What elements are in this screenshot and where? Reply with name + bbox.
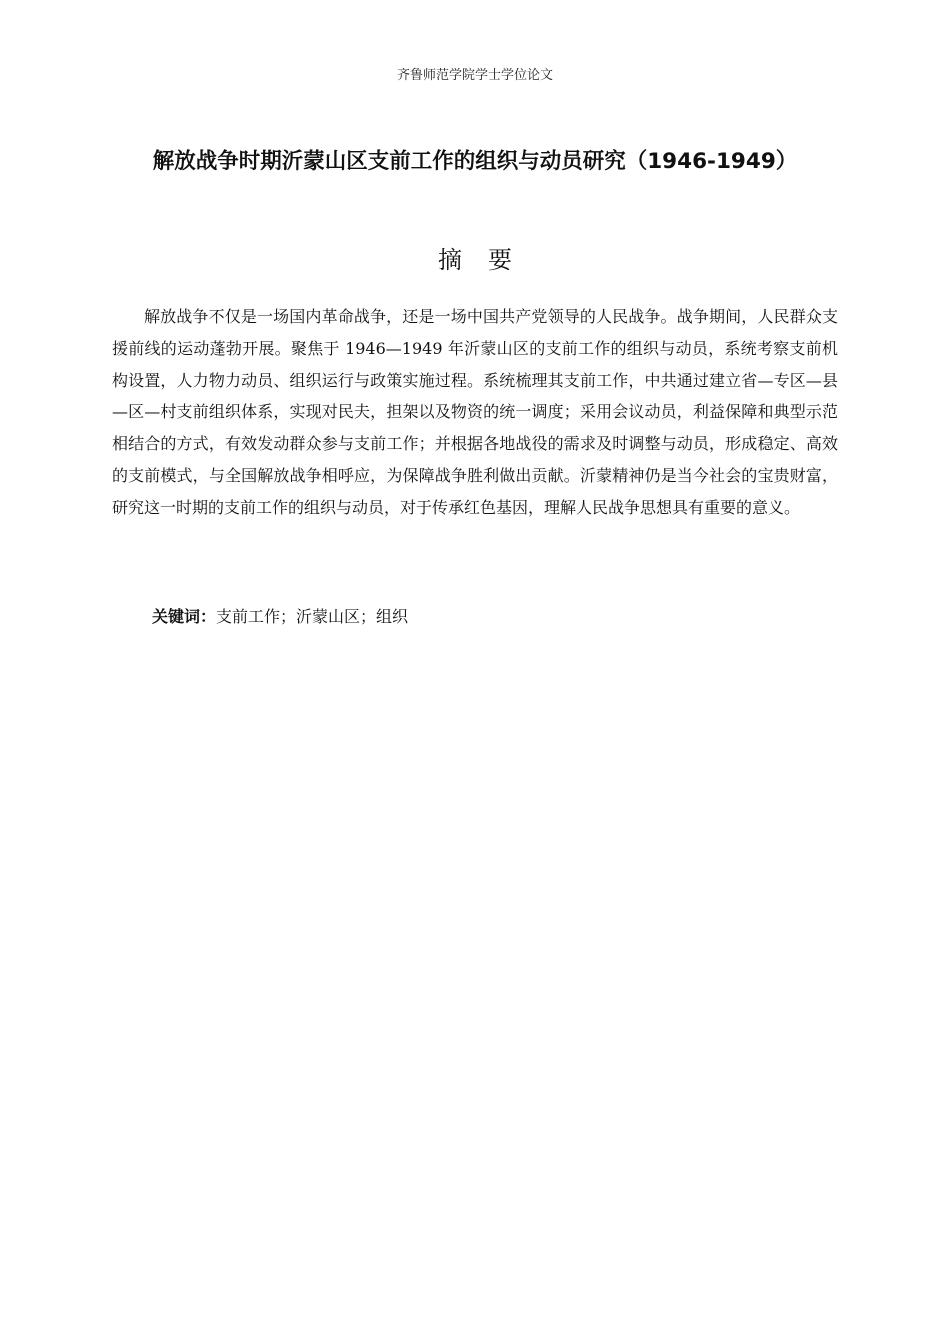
abstract-heading: 摘要 (438, 246, 538, 274)
thesis-title: 解放战争时期沂蒙山区支前工作的组织与动员研究（1946-1949） (152, 149, 798, 174)
keywords-line (152, 601, 408, 633)
keywords-value: 支前工作；沂蒙山区；组织 (216, 607, 409, 626)
keywords-label: 关键词： (152, 607, 217, 626)
abstract-body: 解放战争不仅是一场国内革命战争，还是一场中国共产党领导的人民战争。战争期间，人民群众支援前线的运动蓬勃开展。聚焦于 1946—1949 年沂蒙山区的支前工作的组织与动员，系统考察支前机构设置，人力物力动员、组织运行与政策实施过程。系统梳理其支前工作，中共通过建立省—专区—县—区—村支前组织体系，实现对民夫，担架以及物资的统一调度；采用会议动员，利益保障和典型示范相结合的方式，有效发动群众参与支前工作；并根据各地战役的需求及时调整与动员，形成稳定、高效的支前模式，与全国解放战争相呼应，为保障战争胜利做出贡献。沂蒙精神仍是当今社会的宝贵财富，研究这一时期的支前工作的组织与动员，对于传承红色基因，理解人民战争思想具有重要的意义。 (112, 307, 838, 517)
running-header: 齐鲁师范学院学士学位论文 (396, 68, 553, 83)
